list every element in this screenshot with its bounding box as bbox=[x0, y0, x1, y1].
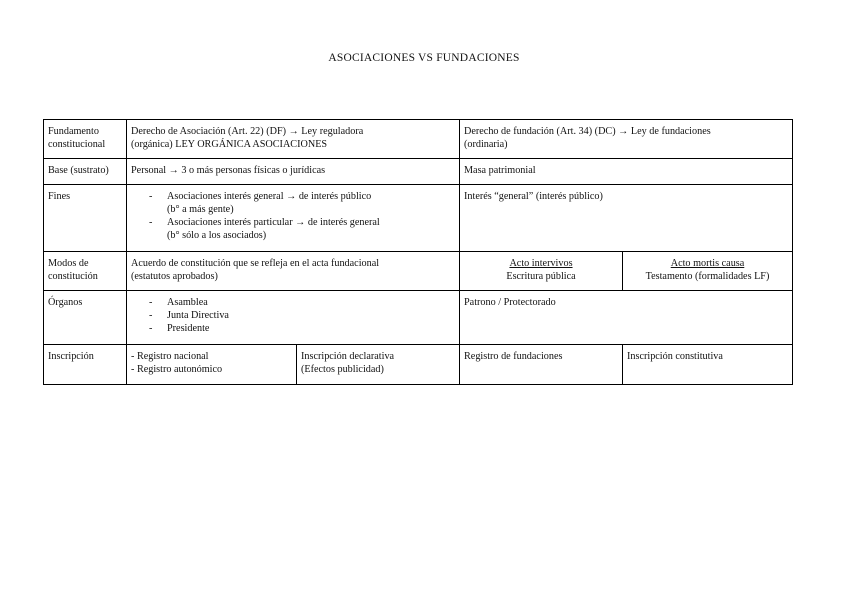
list-item: - Presidente bbox=[149, 322, 455, 335]
page-title: ASOCIACIONES VS FUNDACIONES bbox=[328, 52, 520, 64]
fundacion-fines: Interés “general” (interés público) bbox=[460, 185, 793, 252]
label-fines: Fines bbox=[44, 185, 127, 252]
asociacion-tipo-inscripcion: Inscripción declarativa (Efectos publicidad) bbox=[297, 345, 460, 385]
row-inscripcion bbox=[44, 345, 793, 385]
fundacion-registro: Registro de fundaciones bbox=[460, 345, 623, 385]
fundacion-mortis-causa: Acto mortis causa Testamento (formalidades LF) bbox=[623, 252, 793, 291]
label-inscripcion: Inscripción bbox=[44, 345, 127, 385]
fundacion-intervivos: Acto intervivos Escritura pública bbox=[460, 252, 623, 291]
comparison-table bbox=[43, 119, 793, 385]
fundacion-tipo-inscripcion: Inscripción constitutiva bbox=[623, 345, 793, 385]
fundacion-organos: Patrono / Protectorado bbox=[460, 291, 793, 345]
asociacion-organos bbox=[127, 291, 460, 345]
fundacion-fundamento: Derecho de fundación (Art. 34) (DC) → Ley de fundaciones (ordinaria) bbox=[460, 120, 793, 159]
organos-list bbox=[131, 296, 455, 335]
asociacion-registro: - Registro nacional - Registro autonómico bbox=[127, 345, 297, 385]
asociacion-base: Personal → 3 o más personas físicas o jurídicas bbox=[127, 159, 460, 185]
fundacion-base: Masa patrimonial bbox=[460, 159, 793, 185]
fines-list bbox=[131, 190, 455, 242]
asociacion-fines bbox=[127, 185, 460, 252]
label-fundamento: Fundamento constitucional bbox=[44, 120, 127, 159]
list-item: - Asociaciones interés general → de interés público (b° a más gente) bbox=[149, 190, 455, 216]
asociacion-modos: Acuerdo de constitución que se refleja en el acta fundacional (estatutos aprobados) bbox=[127, 252, 460, 291]
list-item: - Asociaciones interés particular → de interés general (b° sólo a los asociados) bbox=[149, 216, 455, 242]
list-item: - Asamblea bbox=[149, 296, 455, 309]
row-fundamento bbox=[44, 120, 793, 159]
label-organos: Órganos bbox=[44, 291, 127, 345]
asociacion-fundamento: Derecho de Asociación (Art. 22) (DF) → Ley reguladora (orgánica) LEY ORGÁNICA ASOCIACIONES bbox=[127, 120, 460, 159]
row-organos bbox=[44, 291, 793, 345]
label-modos: Modos de constitución bbox=[44, 252, 127, 291]
row-fines bbox=[44, 185, 793, 252]
label-base: Base (sustrato) bbox=[44, 159, 127, 185]
list-item: - Junta Directiva bbox=[149, 309, 455, 322]
row-base bbox=[44, 159, 793, 185]
row-modos bbox=[44, 252, 793, 291]
